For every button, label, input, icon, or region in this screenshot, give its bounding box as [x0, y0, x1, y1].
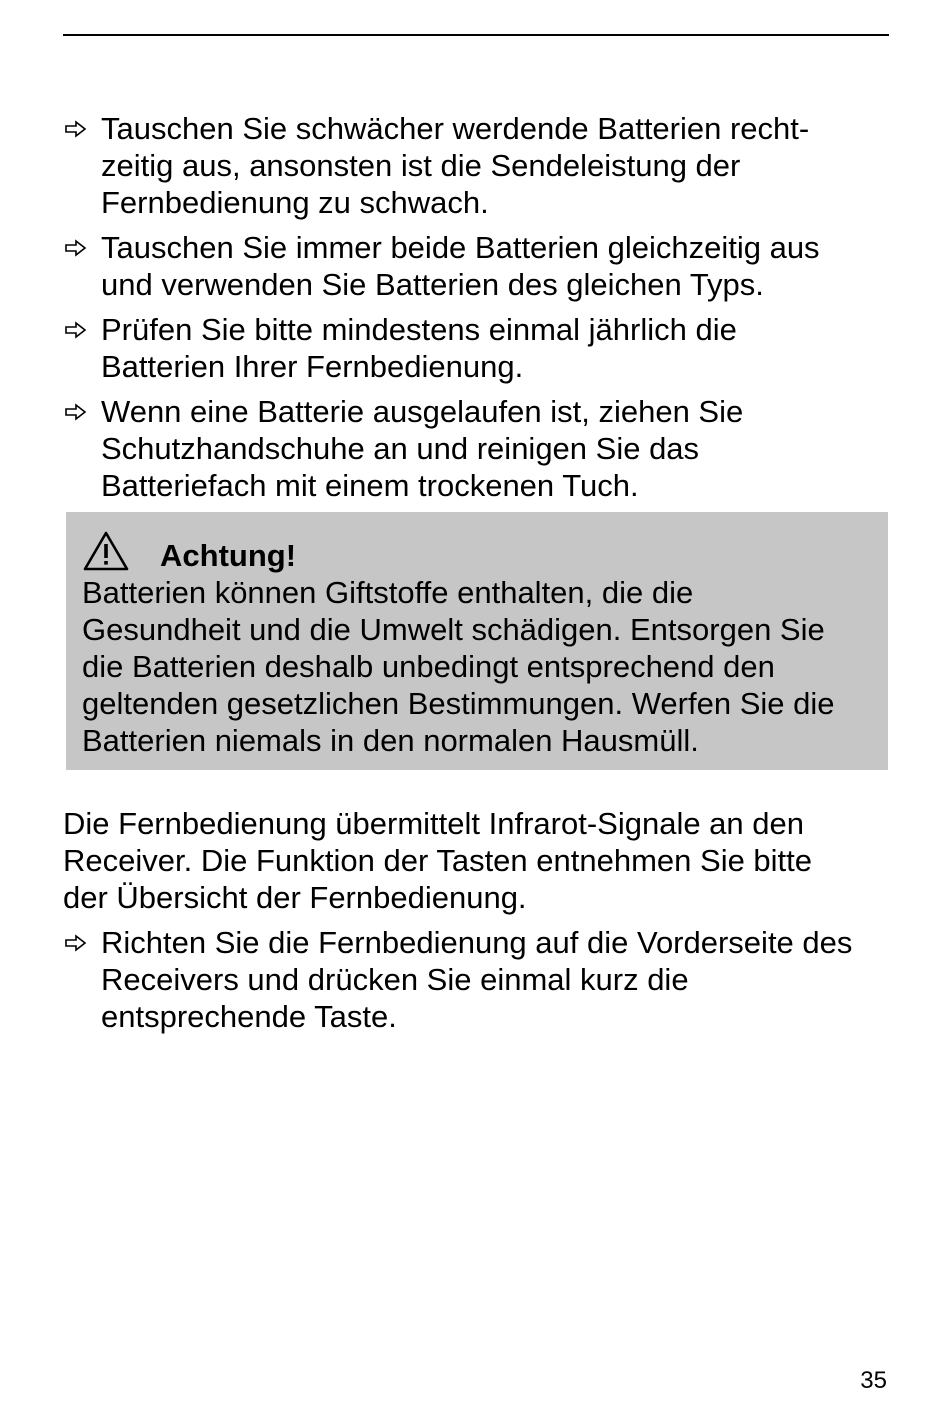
warning-box — [66, 512, 888, 770]
list-item-text: Richten Sie die Fernbedienung auf die Vorderseite des Receivers und drücken Sie einmal kurz die entsprechende Taste. — [101, 925, 853, 1034]
list-item-text: Tauschen Sie immer beide Batterien gleichzeitig aus und verwenden Sie Batterien des gleichen Typs. — [101, 230, 820, 302]
body-paragraph: Die Fernbedienung übermittelt Infrarot-Signale an den Receiver. Die Funktion der Tasten entnehmen Sie bitte der Übersicht der Fernbedienung. — [63, 806, 813, 915]
list-item — [63, 311, 889, 385]
list-item-text: Tauschen Sie schwächer werdende Batterien recht- zeitig aus, ansonsten ist die Sendeleistung der Fernbedienung zu schwach. — [101, 111, 810, 220]
arrow-right-icon — [63, 934, 89, 952]
warning-text: Batterien können Giftstoffe enthalten, die die Gesundheit und die Umwelt schädigen. Entsorgen Sie die Batterien deshalb unbedingt entsprechend den geltenden gesetzlichen Bestimmungen. Werfen Sie die Batterien niemals in den normalen Hausmüll. — [82, 575, 835, 758]
page-content — [63, 110, 889, 1043]
arrow-right-icon — [63, 321, 89, 339]
list-item — [63, 393, 889, 504]
list-item — [63, 229, 889, 303]
list-item-text: Prüfen Sie bitte mindestens einmal jährlich die Batterien Ihrer Fernbedienung. — [101, 312, 737, 384]
page-number: 35 — [860, 1367, 887, 1394]
warning-header — [82, 530, 872, 574]
arrow-right-icon — [63, 239, 89, 257]
list-item-text: Wenn eine Batterie ausgelaufen ist, ziehen Sie Schutzhandschuhe an und reinigen Sie das Batteriefach mit einem trockenen Tuch. — [101, 394, 744, 503]
warning-title: Achtung! — [160, 538, 297, 573]
arrow-right-icon — [63, 403, 89, 421]
warning-triangle-icon — [82, 530, 130, 572]
header-rule — [63, 34, 889, 36]
list-item — [63, 924, 889, 1035]
arrow-right-icon — [63, 120, 89, 138]
list-item — [63, 110, 889, 221]
